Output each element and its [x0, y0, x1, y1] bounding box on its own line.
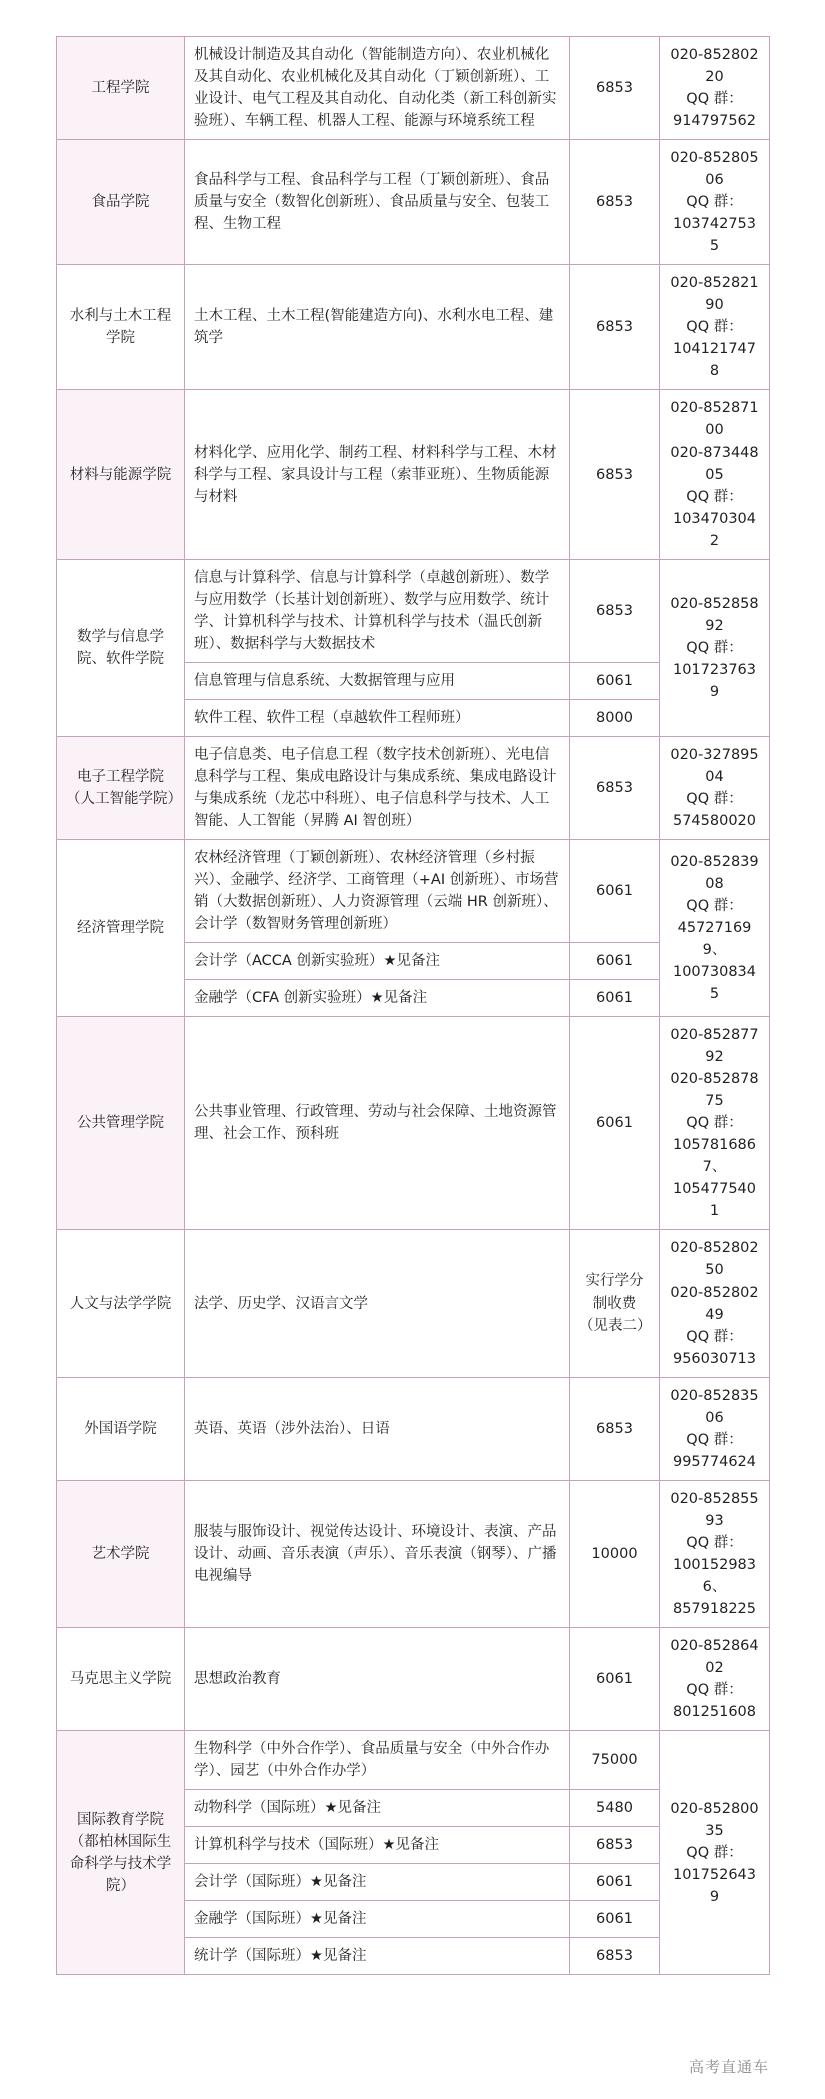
fee-cell: 75000 — [570, 1731, 660, 1790]
fee-cell: 6853 — [570, 1938, 660, 1975]
fee-cell: 6853 — [570, 1377, 660, 1480]
major-cell: 动物科学（国际班）★见备注 — [185, 1790, 570, 1827]
contact-cell: 020-85285593 QQ 群： 1001529836、 857918225 — [660, 1480, 770, 1627]
major-cell: 机械设计制造及其自动化（智能制造方向）、农业机械化及其自动化、农业机械化及其自动化（丁颖创新班）、工业设计、电气工程及其自动化、自动化类（新工科创新实验班）、车辆工程、机器人工程、能源与环境系统工程 — [185, 37, 570, 140]
table-row — [57, 736, 770, 839]
college-cell: 水利与土木工程学院 — [57, 265, 185, 390]
contact-cell: 020-85287100 020-87344805 QQ 群： 1034703042 — [660, 390, 770, 559]
college-cell: 艺术学院 — [57, 1480, 185, 1627]
fee-cell: 6061 — [570, 980, 660, 1017]
fee-cell: 6853 — [570, 37, 660, 140]
major-cell: 软件工程、软件工程（卓越软件工程师班） — [185, 699, 570, 736]
fee-cell: 实行学分制收费 （见表二） — [570, 1230, 660, 1377]
college-cell: 人文与法学学院 — [57, 1230, 185, 1377]
fee-cell: 6853 — [570, 559, 660, 662]
major-cell: 材料化学、应用化学、制药工程、材料科学与工程、木材科学与工程、家具设计与工程（索菲亚班）、生物质能源与材料 — [185, 390, 570, 559]
fee-cell: 6853 — [570, 390, 660, 559]
contact-cell: 020-85280220 QQ 群： 914797562 — [660, 37, 770, 140]
college-cell: 公共管理学院 — [57, 1017, 185, 1230]
major-cell: 英语、英语（涉外法治）、日语 — [185, 1377, 570, 1480]
contact-cell: 020-85285892 QQ 群： 1017237639 — [660, 559, 770, 736]
table-row — [57, 839, 770, 942]
major-cell: 信息管理与信息系统、大数据管理与应用 — [185, 662, 570, 699]
table-row — [57, 559, 770, 662]
contact-cell: 020-32789504 QQ 群： 574580020 — [660, 736, 770, 839]
major-cell: 金融学（国际班）★见备注 — [185, 1901, 570, 1938]
table-row — [57, 1731, 770, 1790]
table-row — [57, 140, 770, 265]
table-row — [57, 390, 770, 559]
fee-cell: 8000 — [570, 699, 660, 736]
fee-cell: 5480 — [570, 1790, 660, 1827]
college-cell: 材料与能源学院 — [57, 390, 185, 559]
tuition-table-body — [57, 37, 770, 1975]
fee-cell: 6853 — [570, 265, 660, 390]
contact-cell: 020-85280035 QQ 群： 1017526439 — [660, 1731, 770, 1975]
college-cell: 马克思主义学院 — [57, 1627, 185, 1730]
table-row — [57, 1017, 770, 1230]
college-cell: 电子工程学院（人工智能学院） — [57, 736, 185, 839]
table-row — [57, 1480, 770, 1627]
contact-cell: 020-85280506 QQ 群： 1037427535 — [660, 140, 770, 265]
college-cell: 国际教育学院（都柏林国际生命科学与技术学院） — [57, 1731, 185, 1975]
college-cell: 食品学院 — [57, 140, 185, 265]
major-cell: 计算机科学与技术（国际班）★见备注 — [185, 1827, 570, 1864]
table-row — [57, 37, 770, 140]
fee-cell: 10000 — [570, 1480, 660, 1627]
fee-cell: 6061 — [570, 1864, 660, 1901]
major-cell: 信息与计算科学、信息与计算科学（卓越创新班）、数学与应用数学（长基计划创新班）、数学与应用数学、统计学、计算机科学与技术、计算机科学与技术（温氏创新班）、数据科学与大数据技术 — [185, 559, 570, 662]
fee-cell: 6061 — [570, 662, 660, 699]
fee-cell: 6061 — [570, 1627, 660, 1730]
college-cell: 工程学院 — [57, 37, 185, 140]
table-row — [57, 1627, 770, 1730]
fee-cell: 6853 — [570, 1827, 660, 1864]
major-cell: 电子信息类、电子信息工程（数字技术创新班）、光电信息科学与工程、集成电路设计与集成系统、集成电路设计与集成系统（龙芯中科班）、电子信息科学与技术、人工智能、人工智能（昇腾 AI 智创班） — [185, 736, 570, 839]
major-cell: 统计学（国际班）★见备注 — [185, 1938, 570, 1975]
major-cell: 服装与服饰设计、视觉传达设计、环境设计、表演、产品设计、动画、音乐表演（声乐）、音乐表演（钢琴）、广播电视编导 — [185, 1480, 570, 1627]
fee-cell: 6061 — [570, 839, 660, 942]
major-cell: 金融学（CFA 创新实验班）★见备注 — [185, 980, 570, 1017]
contact-cell: 020-85280250 020-85280249 QQ 群： 956030713 — [660, 1230, 770, 1377]
footer-brand: 高考直通车 — [688, 2058, 769, 2076]
contact-cell: 020-85287792 020-85287875 QQ 群： 1057816867、 1054775401 — [660, 1017, 770, 1230]
fee-cell: 6061 — [570, 1017, 660, 1230]
college-cell: 外国语学院 — [57, 1377, 185, 1480]
fee-cell: 6061 — [570, 1901, 660, 1938]
major-cell: 会计学（ACCA 创新实验班）★见备注 — [185, 943, 570, 980]
table-row — [57, 1230, 770, 1377]
major-cell: 食品科学与工程、食品科学与工程（丁颖创新班）、食品质量与安全（数智化创新班）、食品质量与安全、包装工程、生物工程 — [185, 140, 570, 265]
fee-cell: 6061 — [570, 943, 660, 980]
fee-cell: 6853 — [570, 736, 660, 839]
major-cell: 会计学（国际班）★见备注 — [185, 1864, 570, 1901]
major-cell: 思想政治教育 — [185, 1627, 570, 1730]
major-cell: 土木工程、土木工程(智能建造方向)、水利水电工程、建筑学 — [185, 265, 570, 390]
major-cell: 生物科学（中外合作学）、食品质量与安全（中外合作办学）、园艺（中外合作办学） — [185, 1731, 570, 1790]
major-cell: 公共事业管理、行政管理、劳动与社会保障、土地资源管理、社会工作、预科班 — [185, 1017, 570, 1230]
contact-cell: 020-85283506 QQ 群： 995774624 — [660, 1377, 770, 1480]
contact-cell: 020-85283908 QQ 群： 457271699、 1007308345 — [660, 839, 770, 1016]
contact-cell: 020-85282190 QQ 群： 1041217478 — [660, 265, 770, 390]
tuition-table — [56, 36, 770, 1975]
contact-cell: 020-85286402 QQ 群： 801251608 — [660, 1627, 770, 1730]
fee-cell: 6853 — [570, 140, 660, 265]
major-cell: 法学、历史学、汉语言文学 — [185, 1230, 570, 1377]
table-row — [57, 265, 770, 390]
college-cell: 数学与信息学院、软件学院 — [57, 559, 185, 736]
college-cell: 经济管理学院 — [57, 839, 185, 1016]
table-row — [57, 1377, 770, 1480]
major-cell: 农林经济管理（丁颖创新班）、农林经济管理（乡村振兴）、金融学、经济学、工商管理（+AI 创新班）、市场营销（大数据创新班）、人力资源管理（云端 HR 创新班）、会计学（数智财务管理创新班） — [185, 839, 570, 942]
